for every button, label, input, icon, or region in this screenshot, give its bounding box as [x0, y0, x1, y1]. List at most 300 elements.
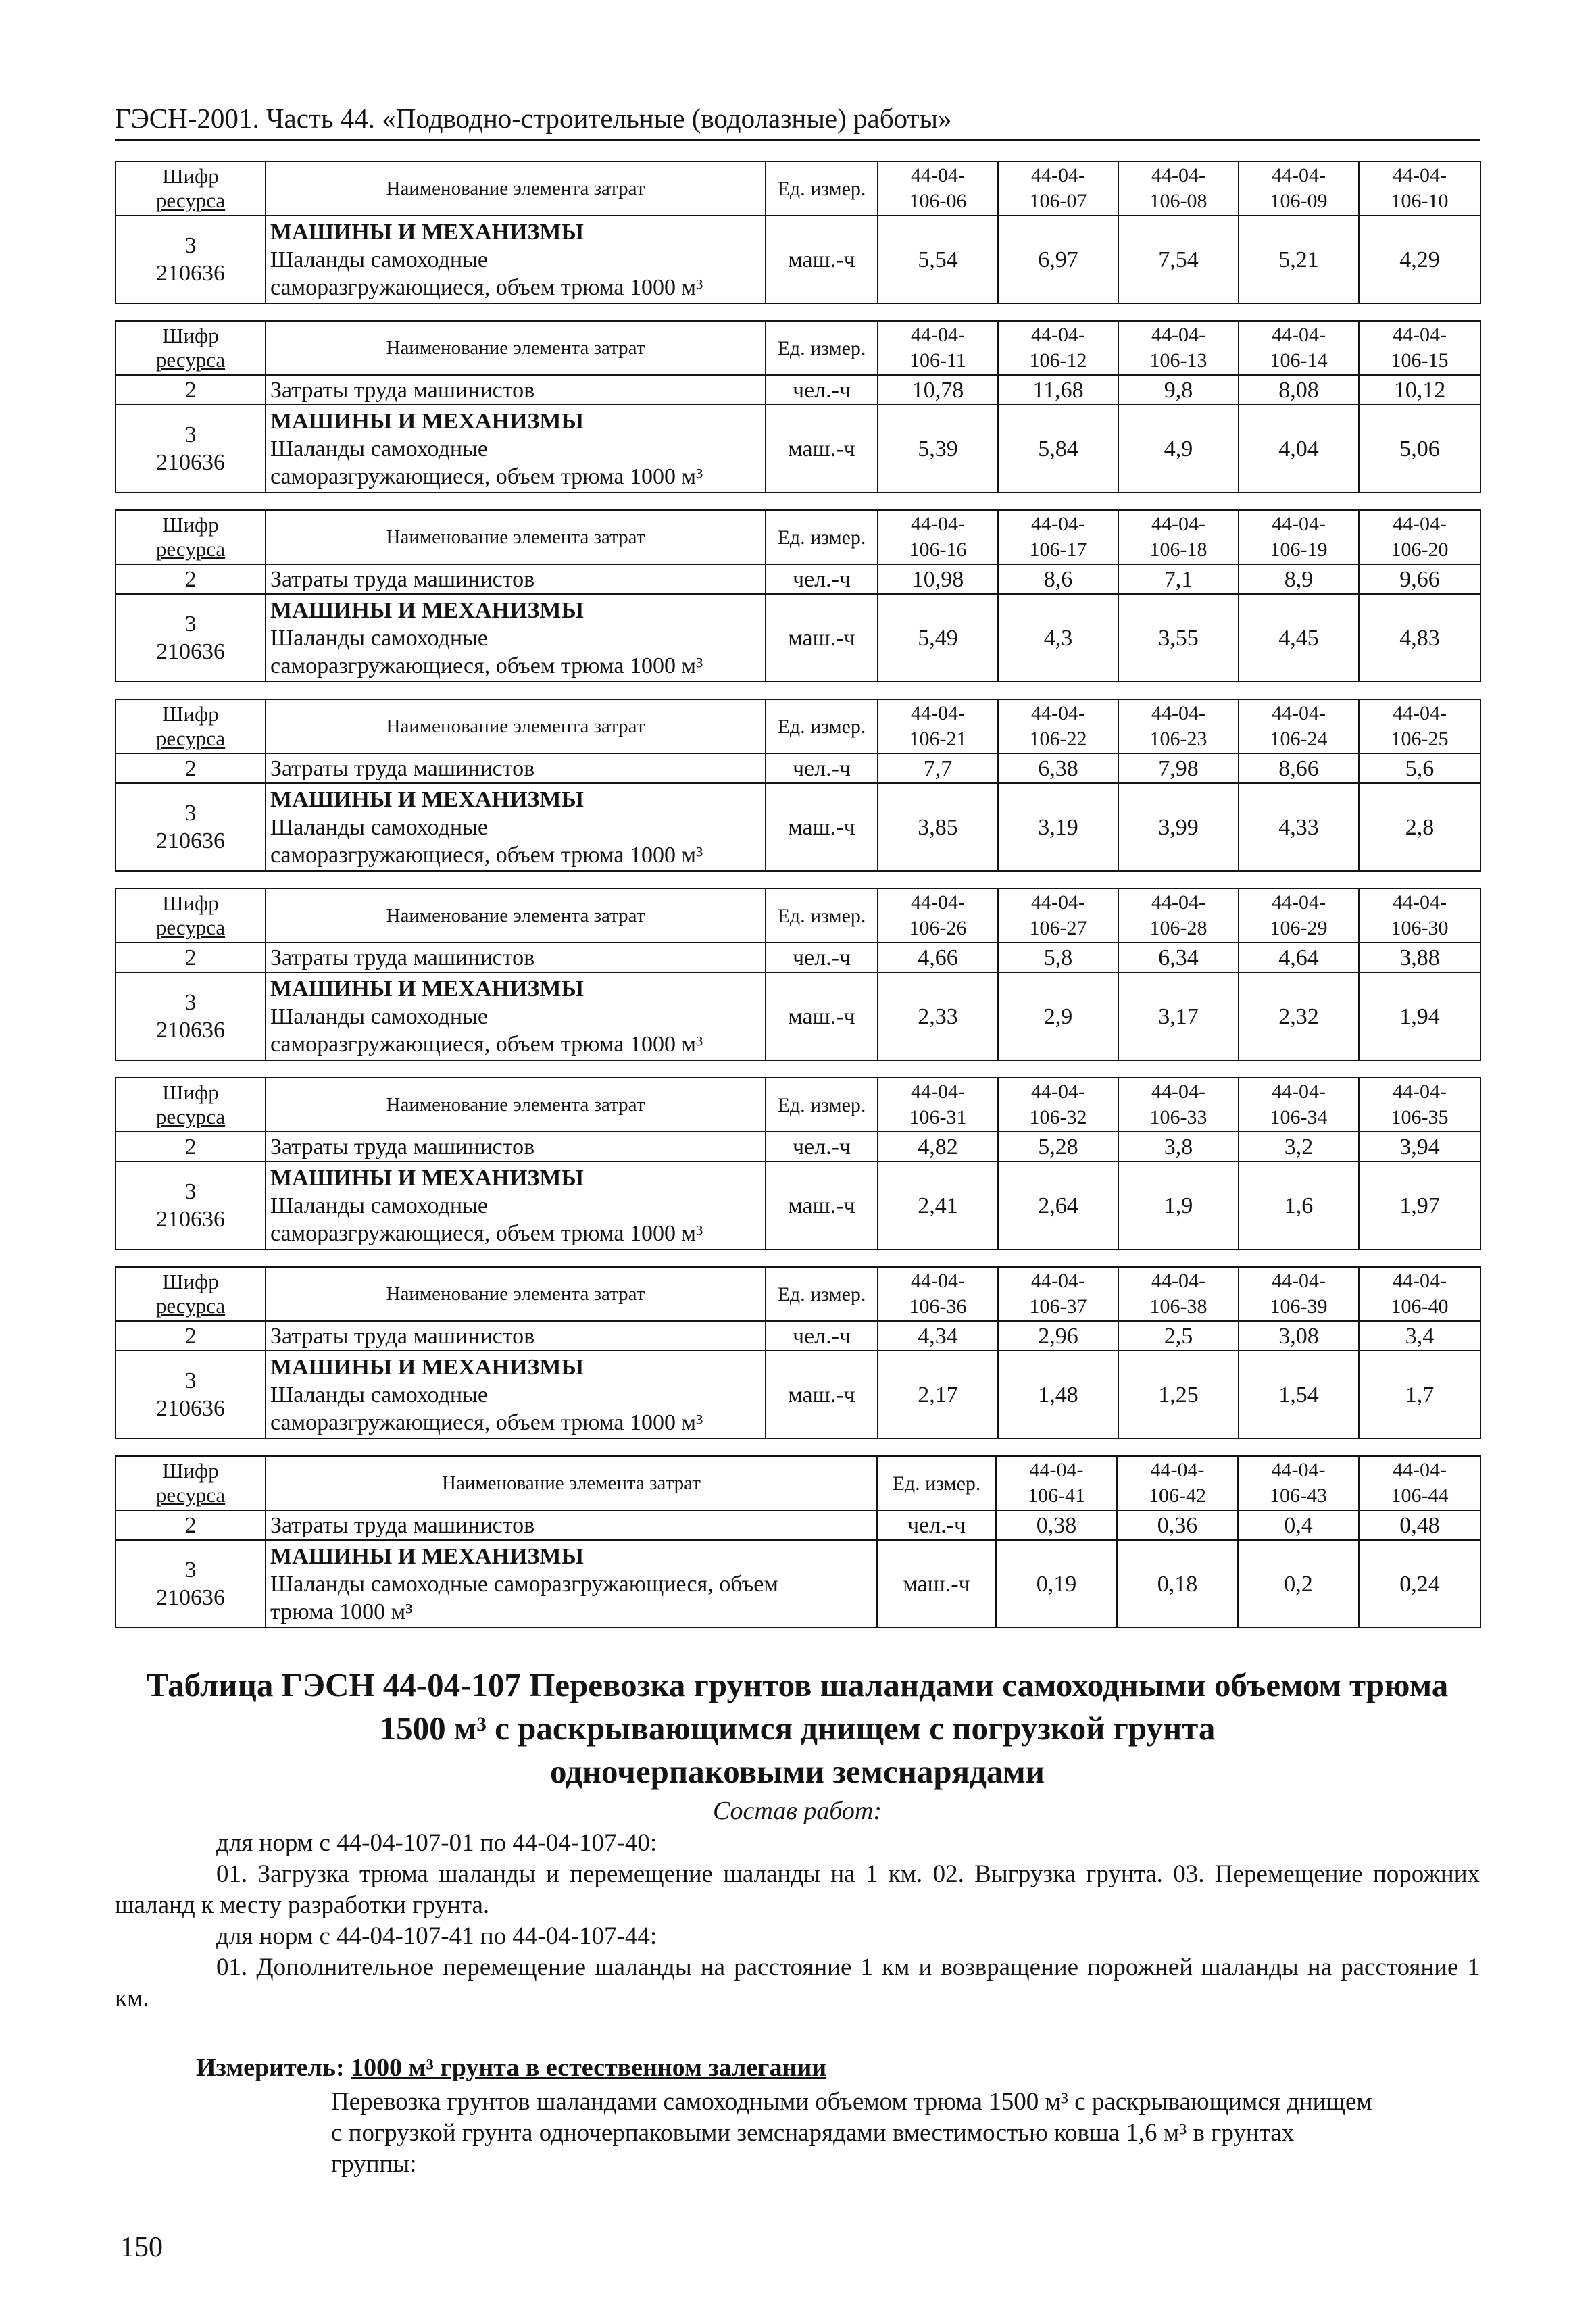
norm-code-line: 44-04- — [1031, 164, 1085, 186]
norm-code-line: 44-04- — [1272, 164, 1326, 186]
resource-item-code: 210636 — [156, 1585, 225, 1610]
unit: маш.-ч — [766, 594, 878, 682]
unit: маш.-ч — [877, 1540, 996, 1628]
header-norm-code — [1359, 889, 1480, 943]
header-norm-code — [998, 510, 1118, 564]
norm-code-line: 44-04- — [1272, 891, 1326, 914]
name-line: Шаланды самоходные — [270, 1193, 489, 1218]
norm-table — [115, 1455, 1481, 1628]
value-cell: 5,28 — [998, 1132, 1118, 1162]
table-row — [116, 1321, 1480, 1351]
value-cell: 2,5 — [1118, 1321, 1239, 1351]
group-title: МАШИНЫ И МЕХАНИЗМЫ — [270, 1543, 584, 1569]
value-cell: 3,19 — [998, 783, 1118, 871]
name-line: Шаланды самоходные — [270, 1003, 489, 1029]
header-unit: Ед. измер. — [766, 1078, 878, 1132]
unit: маш.-ч — [766, 216, 878, 303]
norm-table — [115, 509, 1481, 682]
intro-text: Перевозка грунтов шаландами самоходными объемом трюма 1500 м³ с раскрывающимся днищем с погрузкой грунта одночерпаковыми земснарядами вместимостью ковша 1,6 м³ в грунтах группы: — [331, 2088, 1372, 2178]
value-cell: 7,7 — [878, 753, 998, 783]
header-norm-code — [1359, 321, 1480, 375]
norm-code-line: 44-04- — [1151, 324, 1205, 346]
resource-code: 2 — [116, 753, 266, 783]
value-cell: 9,66 — [1359, 564, 1480, 594]
value-cell: 8,66 — [1239, 753, 1359, 783]
norm-code-line: 106-42 — [1149, 1485, 1206, 1507]
header-resource-line: ресурса — [155, 189, 226, 212]
name-line: саморазгружающиеся, объем трюма 1000 м³ — [270, 464, 703, 489]
unit: маш.-ч — [766, 972, 878, 1060]
value-cell: 2,17 — [878, 1351, 998, 1439]
resource-group-code: 3 — [184, 233, 197, 258]
group-title: МАШИНЫ И МЕХАНИЗМЫ — [270, 1165, 584, 1191]
header-resource-line: ресурса — [155, 916, 226, 939]
norm-code-line: 106-14 — [1270, 349, 1328, 372]
resource-code — [116, 594, 266, 682]
table-row — [116, 943, 1480, 972]
table-row — [116, 1162, 1480, 1249]
header-norm-code — [1359, 510, 1480, 564]
resource-code — [116, 405, 266, 493]
header-norm-code — [878, 1078, 998, 1132]
header-resource-code — [116, 1456, 266, 1510]
header-norm-code — [878, 321, 998, 375]
value-cell: 9,8 — [1118, 375, 1239, 405]
table-header-row — [116, 1078, 1480, 1132]
norm-code-line: 106-12 — [1029, 349, 1087, 372]
norm-table — [115, 1077, 1481, 1250]
resource-item-code: 210636 — [156, 450, 225, 475]
name-line: трюма 1000 м³ — [270, 1599, 413, 1624]
header-name: Наименование элемента затрат — [266, 1078, 766, 1132]
cost-element-name — [266, 1351, 766, 1439]
norm-code-line: 44-04- — [911, 1270, 965, 1292]
cost-element-name — [266, 216, 766, 303]
norm-code-line: 44-04- — [1393, 513, 1447, 535]
norm-code-line: 44-04- — [911, 702, 965, 724]
value-cell: 6,38 — [998, 753, 1118, 783]
value-cell: 1,9 — [1118, 1162, 1239, 1249]
norm-code-line: 44-04- — [1393, 1080, 1447, 1103]
norm-code-line: 44-04- — [1031, 324, 1085, 346]
value-cell: 0,19 — [996, 1540, 1117, 1628]
table-row — [116, 753, 1480, 783]
norm-code-line: 44-04- — [1151, 1080, 1205, 1103]
resource-code — [116, 1162, 266, 1249]
norm-code-line: 106-38 — [1149, 1295, 1207, 1318]
header-resource-line: Шифр — [162, 164, 219, 188]
value-cell: 2,32 — [1239, 972, 1359, 1060]
group-title: МАШИНЫ И МЕХАНИЗМЫ — [270, 219, 584, 245]
header-norm-code — [998, 889, 1118, 943]
value-cell: 5,6 — [1359, 753, 1480, 783]
value-cell: 4,83 — [1359, 594, 1480, 682]
resource-code — [116, 216, 266, 303]
works-list-2: 01. Дополнительное перемещение шаланды на расстояние 1 км и возвращение порожней шаланды на расстояние 1 км. — [115, 1953, 1480, 2012]
table-row — [116, 783, 1480, 871]
header-norm-code — [1238, 1456, 1359, 1510]
group-title: МАШИНЫ И МЕХАНИЗМЫ — [270, 597, 584, 623]
norm-code-line: 106-22 — [1029, 728, 1087, 750]
header-norm-code — [1239, 699, 1359, 753]
norm-code-line: 106-39 — [1270, 1295, 1328, 1318]
resource-group-code: 3 — [184, 422, 197, 447]
norm-code-line: 106-29 — [1270, 917, 1328, 939]
unit: чел.-ч — [766, 564, 878, 594]
name-line: Шаланды самоходные — [270, 814, 489, 840]
norm-code-line: 106-44 — [1391, 1485, 1449, 1507]
header-resource-line: Шифр — [162, 891, 219, 915]
section-title-line: Таблица ГЭСН 44-04-107 Перевозка грунтов шаландами самоходными объемом трюма — [146, 1666, 1449, 1703]
header-resource-code — [116, 321, 266, 375]
header-unit: Ед. измер. — [766, 510, 878, 564]
norm-code-line: 44-04- — [1393, 324, 1447, 346]
value-cell: 7,1 — [1118, 564, 1239, 594]
section-title — [115, 1664, 1480, 1793]
header-norm-code — [1118, 321, 1239, 375]
resource-code: 2 — [116, 1510, 266, 1540]
section-title-line: 1500 м³ с раскрывающимся днищем с погрузкой грунта — [379, 1710, 1216, 1747]
norm-code-line: 44-04- — [1272, 513, 1326, 535]
cost-element-name: Затраты труда машинистов — [266, 375, 766, 405]
norm-code-line: 106-26 — [909, 917, 967, 939]
value-cell: 4,45 — [1239, 594, 1359, 682]
resource-item-code: 210636 — [156, 1396, 225, 1421]
header-resource-code — [116, 1078, 266, 1132]
table-row — [116, 375, 1480, 405]
resource-code — [116, 1351, 266, 1439]
value-cell: 1,25 — [1118, 1351, 1239, 1439]
norm-code-line: 106-34 — [1270, 1106, 1328, 1128]
header-unit: Ед. измер. — [766, 699, 878, 753]
resource-item-code: 210636 — [156, 639, 225, 664]
norm-code-line: 44-04- — [1151, 513, 1205, 535]
norm-code-line: 44-04- — [911, 324, 965, 346]
norm-code-line: 106-43 — [1270, 1485, 1327, 1507]
norm-code-line: 44-04- — [1272, 702, 1326, 724]
name-line: саморазгружающиеся, объем трюма 1000 м³ — [270, 274, 703, 300]
cost-element-name — [266, 1162, 766, 1249]
header-norm-code — [996, 1456, 1117, 1510]
norm-code-line: 106-15 — [1391, 349, 1449, 372]
header-resource-code — [116, 1267, 266, 1321]
header-norm-code — [1118, 889, 1239, 943]
table-row — [116, 972, 1480, 1060]
header-norm-code — [1118, 510, 1239, 564]
works-list-1: 01. Загрузка трюма шаланды и перемещение шаланды на 1 км. 02. Выгрузка грунта. 03. Перемещение порожних шаланд к месту разработки грунта. — [115, 1860, 1480, 1919]
cost-element-name — [266, 594, 766, 682]
cost-element-name — [266, 1540, 877, 1628]
header-name: Наименование элемента затрат — [266, 161, 766, 216]
value-cell: 6,34 — [1118, 943, 1239, 972]
value-cell: 5,49 — [878, 594, 998, 682]
header-name: Наименование элемента затрат — [266, 889, 766, 943]
header-norm-code — [878, 699, 998, 753]
value-cell: 2,33 — [878, 972, 998, 1060]
header-norm-code — [878, 161, 998, 216]
value-cell: 3,2 — [1239, 1132, 1359, 1162]
value-cell: 4,64 — [1239, 943, 1359, 972]
value-cell: 5,8 — [998, 943, 1118, 972]
cost-element-name: Затраты труда машинистов — [266, 1510, 877, 1540]
table-header-row — [116, 510, 1480, 564]
norm-code-line: 44-04- — [1031, 1080, 1085, 1103]
value-cell: 2,9 — [998, 972, 1118, 1060]
header-norm-code — [1239, 321, 1359, 375]
resource-item-code: 210636 — [156, 1207, 225, 1232]
value-cell: 1,6 — [1239, 1162, 1359, 1249]
header-unit: Ед. измер. — [766, 161, 878, 216]
unit: маш.-ч — [766, 1162, 878, 1249]
resource-group-code: 3 — [184, 612, 197, 637]
value-cell: 4,66 — [878, 943, 998, 972]
name-line: саморазгружающиеся, объем трюма 1000 м³ — [270, 1031, 703, 1057]
norm-code-line: 106-37 — [1029, 1295, 1087, 1318]
header-unit: Ед. измер. — [877, 1456, 996, 1510]
header-name: Наименование элемента затрат — [266, 321, 766, 375]
resource-code: 2 — [116, 943, 266, 972]
norm-code-line: 106-40 — [1391, 1295, 1449, 1318]
norm-code-line: 106-31 — [909, 1106, 967, 1128]
header-unit: Ед. измер. — [766, 889, 878, 943]
value-cell: 10,78 — [878, 375, 998, 405]
value-cell: 8,9 — [1239, 564, 1359, 594]
header-norm-code — [878, 1267, 998, 1321]
value-cell: 3,94 — [1359, 1132, 1480, 1162]
value-cell: 5,54 — [878, 216, 998, 303]
resource-group-code: 3 — [184, 801, 197, 826]
unit: маш.-ч — [766, 405, 878, 493]
value-cell: 4,9 — [1118, 405, 1239, 493]
header-norm-code — [1359, 1456, 1480, 1510]
value-cell: 3,85 — [878, 783, 998, 871]
norm-code-line: 106-25 — [1391, 728, 1449, 750]
meter-value: 1000 м³ грунта в естественном залегании — [351, 2053, 827, 2082]
table-row — [116, 1540, 1480, 1628]
norm-code-line: 44-04- — [1151, 1270, 1205, 1292]
header-norm-code — [1359, 1267, 1480, 1321]
value-cell: 10,12 — [1359, 375, 1480, 405]
group-title: МАШИНЫ И МЕХАНИЗМЫ — [270, 408, 584, 434]
header-norm-code — [1239, 161, 1359, 216]
header-norm-code — [1359, 161, 1480, 216]
resource-code: 2 — [116, 375, 266, 405]
norm-code-line: 106-08 — [1149, 190, 1207, 212]
meter — [196, 2052, 826, 2083]
table-header-row — [116, 1267, 1480, 1321]
value-cell: 2,8 — [1359, 783, 1480, 871]
cost-element-name — [266, 405, 766, 493]
name-line: саморазгружающиеся, объем трюма 1000 м³ — [270, 1410, 703, 1435]
value-cell: 7,54 — [1118, 216, 1239, 303]
table-row — [116, 405, 1480, 493]
cost-element-name: Затраты труда машинистов — [266, 564, 766, 594]
header-norm-code — [1239, 1267, 1359, 1321]
value-cell: 0,38 — [996, 1510, 1117, 1540]
norm-code-line: 44-04- — [1272, 1080, 1326, 1103]
cost-element-name: Затраты труда машинистов — [266, 943, 766, 972]
header-name: Наименование элемента затрат — [266, 1267, 766, 1321]
work-composition — [115, 1828, 1480, 2014]
value-cell: 1,97 — [1359, 1162, 1480, 1249]
norm-code-line: 44-04- — [911, 1080, 965, 1103]
table-row — [116, 1132, 1480, 1162]
norm-code-line: 44-04- — [1151, 702, 1205, 724]
table-row — [116, 564, 1480, 594]
norm-code-line: 44-04- — [911, 891, 965, 914]
cost-element-name: Затраты труда машинистов — [266, 753, 766, 783]
value-cell: 3,4 — [1359, 1321, 1480, 1351]
norm-code-line: 44-04- — [1031, 891, 1085, 914]
header-name: Наименование элемента затрат — [266, 1456, 877, 1510]
table-row — [116, 1510, 1480, 1540]
header-name: Наименование элемента затрат — [266, 510, 766, 564]
header-norm-code — [878, 889, 998, 943]
value-cell: 3,88 — [1359, 943, 1480, 972]
header-resource-line: Шифр — [162, 702, 219, 726]
unit: маш.-ч — [766, 783, 878, 871]
value-cell: 1,48 — [998, 1351, 1118, 1439]
header-norm-code — [998, 1078, 1118, 1132]
norm-table — [115, 699, 1481, 872]
norm-table — [115, 320, 1481, 493]
header-norm-code — [998, 321, 1118, 375]
value-cell: 4,34 — [878, 1321, 998, 1351]
norm-code-line: 44-04- — [1393, 1459, 1447, 1481]
value-cell: 10,98 — [878, 564, 998, 594]
resource-code — [116, 972, 266, 1060]
resource-code: 2 — [116, 564, 266, 594]
name-line: Шаланды самоходные — [270, 1382, 489, 1408]
value-cell: 0,36 — [1117, 1510, 1238, 1540]
table-header-row — [116, 889, 1480, 943]
table-header-row — [116, 1456, 1480, 1510]
value-cell: 4,29 — [1359, 216, 1480, 303]
header-resource-code — [116, 889, 266, 943]
group-title: МАШИНЫ И МЕХАНИЗМЫ — [270, 976, 584, 1001]
norm-code-line: 106-10 — [1391, 190, 1449, 212]
cost-element-name — [266, 783, 766, 871]
unit: чел.-ч — [766, 1132, 878, 1162]
norm-code-line: 44-04- — [1151, 891, 1205, 914]
unit: чел.-ч — [766, 1321, 878, 1351]
header-name: Наименование элемента затрат — [266, 699, 766, 753]
norm-code-line: 106-13 — [1149, 349, 1207, 372]
table-row — [116, 1351, 1480, 1439]
value-cell: 3,08 — [1239, 1321, 1359, 1351]
unit: маш.-ч — [766, 1351, 878, 1439]
norm-code-line: 106-32 — [1029, 1106, 1087, 1128]
norm-code-line: 106-33 — [1149, 1106, 1207, 1128]
page-header: ГЭСН-2001. Часть 44. «Подводно-строительные (водолазные) работы» — [115, 101, 1480, 141]
group-title: МАШИНЫ И МЕХАНИЗМЫ — [270, 787, 584, 812]
composition-title: Состав работ: — [712, 1797, 882, 1825]
norm-table — [115, 888, 1481, 1061]
cost-element-name — [266, 972, 766, 1060]
cost-element-name: Затраты труда машинистов — [266, 1132, 766, 1162]
norm-code-line: 106-27 — [1029, 917, 1087, 939]
value-cell: 1,94 — [1359, 972, 1480, 1060]
resource-code — [116, 1540, 266, 1628]
header-resource-line: ресурса — [155, 1294, 226, 1318]
norm-code-line: 44-04- — [1271, 1459, 1326, 1481]
resource-group-code: 3 — [184, 1558, 197, 1583]
norm-code-line: 106-20 — [1391, 539, 1449, 561]
header-norm-code — [1118, 161, 1239, 216]
norm-code-line: 106-23 — [1149, 728, 1207, 750]
norm-code-line: 106-09 — [1270, 190, 1328, 212]
header-norm-code — [1239, 1078, 1359, 1132]
norm-code-line: 44-04- — [1031, 1270, 1085, 1292]
norm-code-line: 44-04- — [1393, 891, 1447, 914]
norms-range-1: для норм с 44-04-107-01 по 44-04-107-40: — [216, 1829, 657, 1857]
unit: чел.-ч — [766, 753, 878, 783]
value-cell: 7,98 — [1118, 753, 1239, 783]
resource-item-code: 210636 — [156, 828, 225, 853]
norm-code-line: 44-04- — [1150, 1459, 1205, 1481]
header-resource-line: Шифр — [162, 513, 219, 537]
value-cell: 0,48 — [1359, 1510, 1480, 1540]
unit: чел.-ч — [766, 943, 878, 972]
name-line: Шаланды самоходные саморазгружающиеся, объем — [270, 1571, 778, 1597]
header-unit: Ед. измер. — [766, 321, 878, 375]
value-cell: 0,4 — [1238, 1510, 1359, 1540]
page-number: 150 — [120, 2232, 163, 2263]
value-cell: 0,18 — [1117, 1540, 1238, 1628]
value-cell: 0,2 — [1238, 1540, 1359, 1628]
table-row — [116, 216, 1480, 303]
header-norm-code — [1117, 1456, 1238, 1510]
header-resource-line: Шифр — [162, 324, 219, 347]
norm-code-line: 44-04- — [1393, 164, 1447, 186]
header-norm-code — [1359, 699, 1480, 753]
value-cell: 11,68 — [998, 375, 1118, 405]
norm-code-line: 44-04- — [1031, 513, 1085, 535]
header-resource-line: Шифр — [162, 1459, 219, 1483]
header-resource-line: Шифр — [162, 1080, 219, 1104]
norm-table — [115, 1266, 1481, 1439]
value-cell: 3,99 — [1118, 783, 1239, 871]
resource-code: 2 — [116, 1321, 266, 1351]
value-cell: 5,21 — [1239, 216, 1359, 303]
value-cell: 2,41 — [878, 1162, 998, 1249]
header-resource-line: ресурса — [155, 1105, 226, 1128]
header-resource-code — [116, 161, 266, 216]
unit: чел.-ч — [877, 1510, 996, 1540]
norm-code-line: 106-41 — [1028, 1485, 1085, 1507]
value-cell: 0,24 — [1359, 1540, 1480, 1628]
header-norm-code — [1239, 889, 1359, 943]
value-cell: 5,84 — [998, 405, 1118, 493]
value-cell: 4,04 — [1239, 405, 1359, 493]
norm-code-line: 44-04- — [1393, 702, 1447, 724]
resource-item-code: 210636 — [156, 1018, 225, 1043]
norm-code-line: 106-06 — [909, 190, 967, 212]
name-line: Шаланды самоходные — [270, 625, 489, 651]
header-norm-code — [1118, 699, 1239, 753]
name-line: саморазгружающиеся, объем трюма 1000 м³ — [270, 653, 703, 678]
name-line: Шаланды самоходные — [270, 436, 489, 462]
header-norm-code — [998, 699, 1118, 753]
norm-code-line: 44-04- — [1029, 1459, 1084, 1481]
norm-code-line: 106-21 — [909, 728, 967, 750]
name-line: саморазгружающиеся, объем трюма 1000 м³ — [270, 842, 703, 868]
value-cell: 4,82 — [878, 1132, 998, 1162]
norm-code-line: 106-16 — [909, 539, 967, 561]
value-cell: 8,08 — [1239, 375, 1359, 405]
header-norm-code — [1118, 1267, 1239, 1321]
value-cell: 6,97 — [998, 216, 1118, 303]
